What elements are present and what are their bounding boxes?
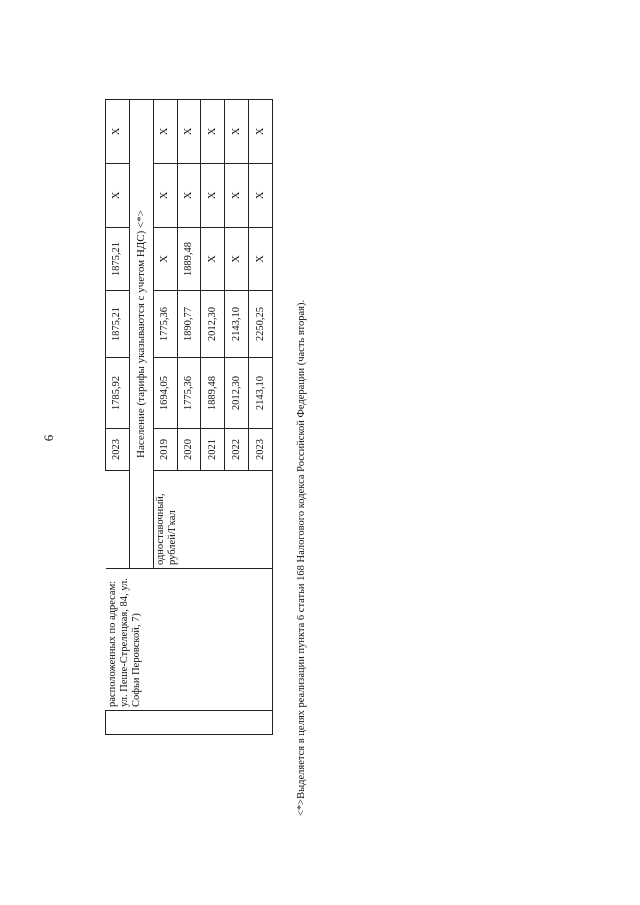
prev-value-cell: 1875,21 <box>106 291 130 358</box>
year-cell: 2020 <box>177 429 201 471</box>
year-cell: 2023 <box>249 429 273 471</box>
footnote: <*>Выделяется в целях реализации пункта 6 статьи 168 Налогового кодекса Российской Федерации (часть вторая). <box>296 299 307 816</box>
value-cell: X <box>201 228 225 291</box>
prev-value-cell: X <box>106 100 130 164</box>
value-cell: X <box>249 228 273 291</box>
value-cell: 1889,48 <box>177 228 201 291</box>
value-cell: X <box>153 164 177 228</box>
value-cell: X <box>201 164 225 228</box>
value-cell: 1775,36 <box>153 291 177 358</box>
value-cell: 2143,10 <box>225 291 249 358</box>
value-cell: X <box>177 164 201 228</box>
value-cell: 2143,10 <box>249 358 273 429</box>
year-cell: 2019 <box>153 429 177 471</box>
value-cell: 2250,25 <box>249 291 273 358</box>
value-cell: X <box>201 100 225 164</box>
tariff-type-cell: одноставочный, рублей/Гкал <box>153 471 272 569</box>
tariff-table <box>105 99 273 735</box>
value-cell: 1694,05 <box>153 358 177 429</box>
year-cell: 2021 <box>201 429 225 471</box>
prev-year-cell: 2023 <box>106 429 130 471</box>
value-cell: X <box>249 164 273 228</box>
section-title: Население (тарифы указываются с учетом НДС) <*> <box>129 100 153 569</box>
tariff-type-cell-top <box>106 471 130 569</box>
value-cell: X <box>177 100 201 164</box>
value-cell: 1775,36 <box>177 358 201 429</box>
prev-value-cell: X <box>106 164 130 228</box>
value-cell: X <box>153 100 177 164</box>
prev-value-cell: 1875,21 <box>106 228 130 291</box>
value-cell: 2012,30 <box>201 291 225 358</box>
value-cell: 1889,48 <box>201 358 225 429</box>
row-number-cell <box>106 711 273 735</box>
table-row <box>106 100 130 735</box>
value-cell: X <box>249 100 273 164</box>
page-number: 6 <box>41 434 56 442</box>
value-cell: 2012,30 <box>225 358 249 429</box>
value-cell: X <box>225 228 249 291</box>
object-address-cell: расположенных по адресам: ул. Пеше-Стрелецкая, 84, ул. Софьи Перовской, 7) <box>106 569 273 711</box>
year-cell: 2022 <box>225 429 249 471</box>
prev-value-cell: 1785,92 <box>106 358 130 429</box>
value-cell: X <box>225 100 249 164</box>
value-cell: X <box>225 164 249 228</box>
tariff-table-container <box>105 100 273 735</box>
value-cell: 1890,77 <box>177 291 201 358</box>
value-cell: X <box>153 228 177 291</box>
